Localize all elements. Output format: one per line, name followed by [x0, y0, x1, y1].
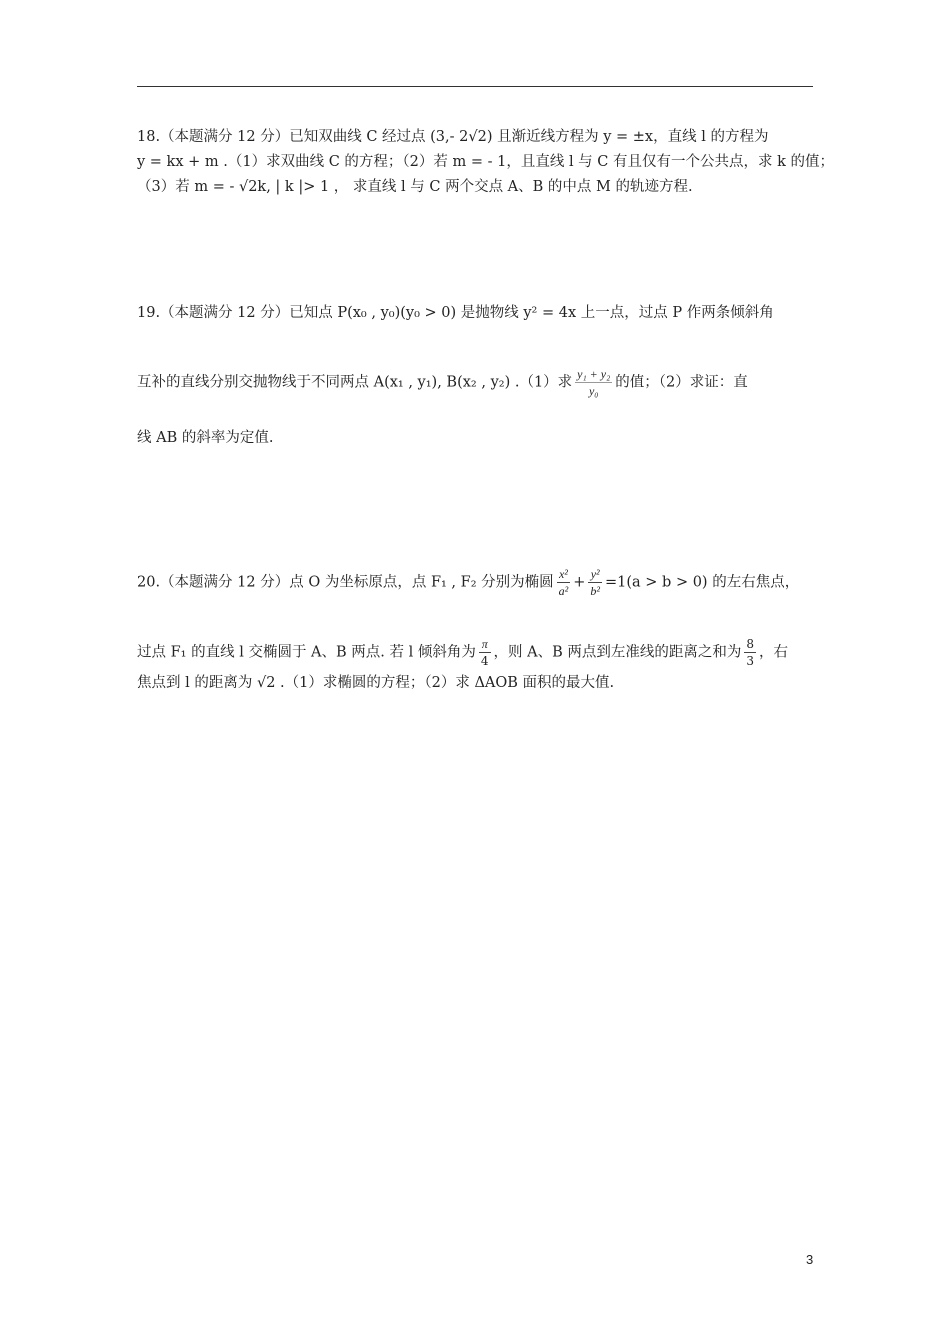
problem-19-line-1: 19.（本题满分 12 分）已知点 P(x₀ , y₀)(y₀ > 0) 是抛物线 y² = 4x 上一点，过点 P 作两条倾斜角 — [137, 305, 774, 321]
fraction-numerator: 8 — [746, 637, 755, 651]
problem-19-line-2-text-b: 的值；（2）求证：直 — [615, 374, 748, 391]
header-rule — [137, 86, 813, 87]
problem-19-line-3: 线 AB 的斜率为定值. — [137, 430, 274, 446]
problem-20-line-3: 焦点到 l 的距离为 √2 .（1）求椭圆的方程；（2）求 ΔAOB 面积的最大值. — [137, 675, 615, 691]
fraction-y1-plus-y2-over-y0 — [575, 366, 612, 399]
problem-19-line-2 — [137, 366, 748, 399]
fraction-numerator: y² — [588, 566, 602, 583]
fraction-denominator: 3 — [746, 654, 755, 668]
page-number: 3 — [806, 1252, 814, 1267]
fraction-denominator: y₀ — [588, 384, 599, 398]
fraction-8-over-3 — [744, 636, 756, 669]
fraction-denominator: a² — [558, 584, 569, 598]
fraction-numerator: x² — [557, 566, 571, 583]
problem-20-line-2-text-a: 过点 F₁ 的直线 l 交椭圆于 A、B 两点. 若 l 倾斜角为 — [137, 644, 476, 661]
problem-20-line-2 — [137, 636, 788, 669]
problem-18-line-1: 18.（本题满分 12 分）已知双曲线 C 经过点 (3,- 2√2) 且渐近线方程为 y = ±x，直线 l 的方程为 — [137, 129, 769, 145]
problem-20-line-1-text-a: 20.（本题满分 12 分）点 O 为坐标原点，点 F₁ , F₂ 分别为椭圆 — [137, 574, 554, 591]
fraction-numerator: π — [479, 636, 491, 653]
fraction-numerator: y₁ + y₂ — [577, 367, 611, 381]
problem-18-line-2: y = kx + m .（1）求双曲线 C 的方程；（2）若 m = - 1，且直线 l 与 C 有且仅有一个公共点，求 k 的值； — [137, 154, 835, 170]
fraction-y2-over-b2 — [588, 566, 602, 599]
problem-20-line-1-text-b: =1(a > b > 0) 的左右焦点， — [605, 574, 800, 591]
fraction-denominator: 4 — [480, 654, 489, 668]
fraction-x2-over-a2 — [557, 566, 571, 599]
problem-20-line-1 — [137, 566, 799, 599]
fraction-pi-over-4 — [479, 636, 491, 669]
problem-18-line-3: （3）若 m = - √2k, | k |> 1 ， 求直线 l 与 C 两个交点 A、B 的中点 M 的轨迹方程. — [137, 179, 693, 195]
problem-20-line-2-text-c: ，右 — [759, 644, 789, 661]
problem-20-line-2-text-b: ，则 A、B 两点到左准线的距离之和为 — [493, 644, 742, 661]
fraction-denominator: b² — [590, 584, 601, 598]
problem-19-line-2-text-a: 互补的直线分别交抛物线于不同两点 A(x₁ , y₁), B(x₂ , y₂) .（1）求 — [137, 374, 573, 391]
plus-sign: + — [573, 574, 586, 591]
